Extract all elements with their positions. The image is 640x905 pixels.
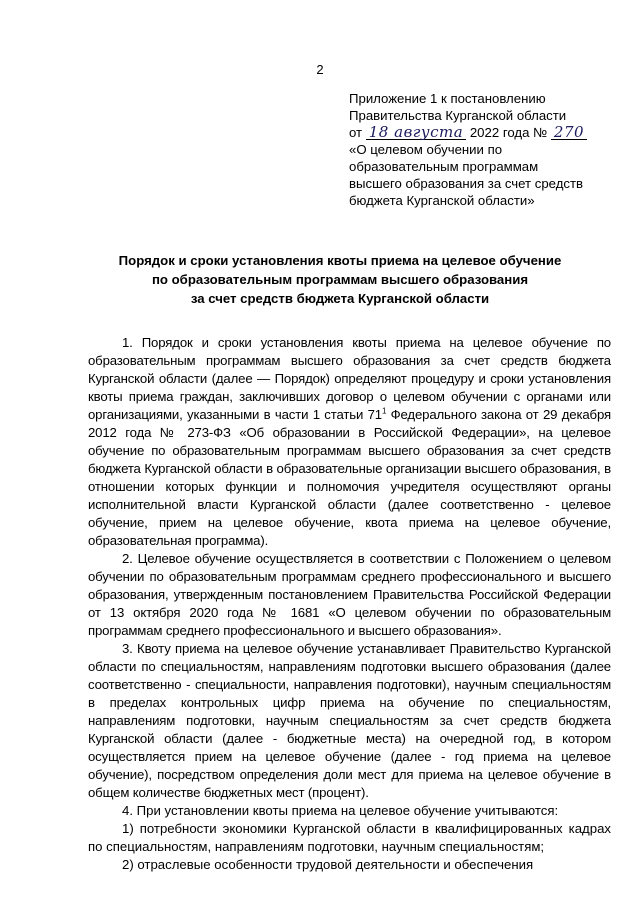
appendix-header xyxy=(349,90,619,209)
superscript-note: 1 xyxy=(381,406,387,416)
paragraph-4-item-1: 1) потребности экономики Курганской области в квалифицированных кадрах по специальностям, направлениям подготовки, научным специальностям; xyxy=(88,821,611,854)
paragraph-1-part-2: Федерального закона от 29 декабря 2012 года № 273-ФЗ «Об образовании в Российской Федерации», на целевое обучение по образовательным программам высшего образования за счет средств бюджета Курганской области в образовательные организации высшего образования, в отношении которых функции и полномочия учредителя осуществляют органы исполнительной власти Курганской области (далее соответственно - целевое обучение, прием на целевое обучение, квота приема на целевое обучение, образовательная программа). xyxy=(88,407,611,548)
appendix-title-line-4: бюджета Курганской области» xyxy=(349,193,535,208)
appendix-title-line-3: высшего образования за счет средств xyxy=(349,176,584,191)
paragraph-3: 3. Квоту приема на целевое обучение устанавливает Правительство Курганской области по специальностям, направлениям подготовки высшего образования (далее соответственно - специальности, направления подготовки), научным специальностям в пределах контрольных цифр приема на обучение по специальностям, направлениям подготовки, научным специальностям за счет средств бюджета Курганской области (далее - бюджетные места) на очередной год, в котором осуществляется прием на целевое обучение (далее - год приема на целевое обучение), посредством определения доли мест для приема на целевое обучение в общем количестве бюджетных мест (процент). xyxy=(88,641,611,800)
appendix-title-line-2: образовательным программам xyxy=(349,159,539,174)
handwritten-number: 270 xyxy=(551,125,587,140)
paragraph-1-part-1: 1. Порядок и сроки установления квоты приема на целевое обучение по образовательным программам высшего образования за счет средств бюджета Курганской области (далее — Порядок) определяют процедуру и сроки установления квоты приема граждан, заключивших договор о целевом обучении с органами или организациями, указанными в части 1 статьи 71 xyxy=(88,335,611,422)
appendix-line-2: Правительства Курганской области xyxy=(349,108,567,123)
page-number: 2 xyxy=(316,62,324,77)
appendix-line-1: Приложение 1 к постановлению xyxy=(349,91,546,106)
date-prefix: от xyxy=(349,125,363,140)
handwritten-date: 18 августа xyxy=(366,125,466,140)
document-body xyxy=(88,334,611,874)
document-title-line-1: Порядок и сроки установления квоты приема на целевое обучение xyxy=(118,253,562,268)
document-title xyxy=(70,251,610,308)
appendix-date-line xyxy=(349,124,619,141)
paragraph-1 xyxy=(88,334,611,550)
paragraph-4-item-2: 2) отраслевые особенности трудовой деятельности и обеспечения xyxy=(122,857,534,872)
document-title-line-3: за счет средств бюджета Курганской области xyxy=(190,291,490,306)
document-title-line-2: по образовательным программам высшего образования xyxy=(151,272,529,287)
paragraph-4: 4. При установлении квоты приема на целевое обучение учитываются: xyxy=(122,803,559,818)
year-text: 2022 года № xyxy=(469,125,548,140)
appendix-title-line-1: «О целевом обучении по xyxy=(349,142,503,157)
paragraph-2: 2. Целевое обучение осуществляется в соответствии с Положением о целевом обучении по образовательным программам среднего профессионального и высшего образования, утвержденным постановлением Правительства Российской Федерации от 13 октября 2020 года № 1681 «О целевом обучении по образовательным программам среднего профессионального и высшего образования». xyxy=(88,551,611,638)
